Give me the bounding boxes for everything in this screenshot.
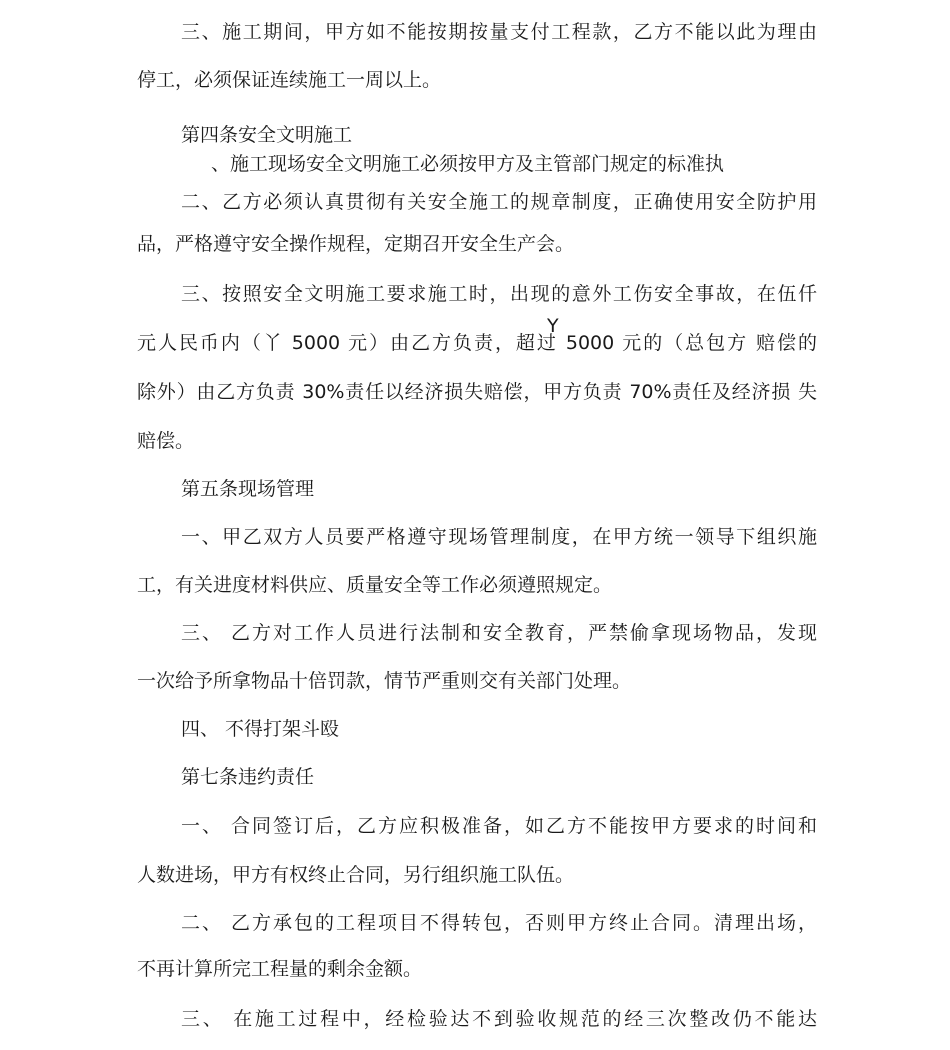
paragraph-line: 赔偿。 bbox=[137, 430, 195, 452]
paragraph-line: 除外）由乙方负责 30%责任以经济损失赔偿，甲方负责 70%责任及经济损 失 bbox=[137, 381, 817, 403]
paragraph-line: 人数进场，甲方有权终止合同，另行组织施工队伍。 bbox=[137, 864, 575, 886]
paragraph-line: 一、 合同签订后，乙方应积极准备，如乙方不能按甲方要求的时间和 bbox=[181, 815, 817, 837]
paragraph-line: 三、施工期间，甲方如不能按期按量支付工程款，乙方不能以此为理由 bbox=[181, 21, 817, 43]
paragraph-line: 元人民币内（丫 5000 元）由乙方负责，超过 5000 元的（总包方 赔偿的 bbox=[137, 332, 817, 354]
paragraph-line: 不再计算所完工程量的剩余金额。 bbox=[137, 958, 423, 980]
section-heading: 第四条安全文明施工 bbox=[181, 124, 353, 146]
paragraph-line: 停工，必须保证连续施工一周以上。 bbox=[137, 69, 442, 91]
yen-mark: Y bbox=[547, 315, 559, 337]
paragraph-line: 一、甲乙双方人员要严格遵守现场管理制度，在甲方统一领导下组织施 bbox=[181, 526, 817, 548]
paragraph-line: 工，有关进度材料供应、质量安全等工作必须遵照规定。 bbox=[137, 574, 613, 596]
paragraph-line: 品，严格遵守安全操作规程，定期召开安全生产会。 bbox=[137, 233, 575, 255]
section-heading: 第五条现场管理 bbox=[181, 478, 315, 500]
paragraph-line: 二、 乙方承包的工程项目不得转包，否则甲方终止合同。清理出场， bbox=[181, 912, 817, 934]
paragraph-line: 二、乙方必须认真贯彻有关安全施工的规章制度，正确使用安全防护用 bbox=[181, 191, 817, 213]
paragraph-line: 三、 在施工过程中，经检验达不到验收规范的经三次整改仍不能达 bbox=[181, 1008, 817, 1030]
paragraph-line: 三、 乙方对工作人员进行法制和安全教育，严禁偷拿现场物品，发现 bbox=[181, 622, 817, 644]
paragraph-line: 四、 不得打架斗殴 bbox=[181, 718, 340, 740]
paragraph-line: 一次给予所拿物品十倍罚款，情节严重则交有关部门处理。 bbox=[137, 670, 632, 692]
section-heading: 第七条违约责任 bbox=[181, 766, 315, 788]
paragraph-line: 三、按照安全文明施工要求施工时，出现的意外工伤安全事故，在伍仟 bbox=[181, 283, 817, 305]
paragraph-line: 、施工现场安全文明施工必须按甲方及主管部门规定的标准执 bbox=[211, 153, 725, 175]
